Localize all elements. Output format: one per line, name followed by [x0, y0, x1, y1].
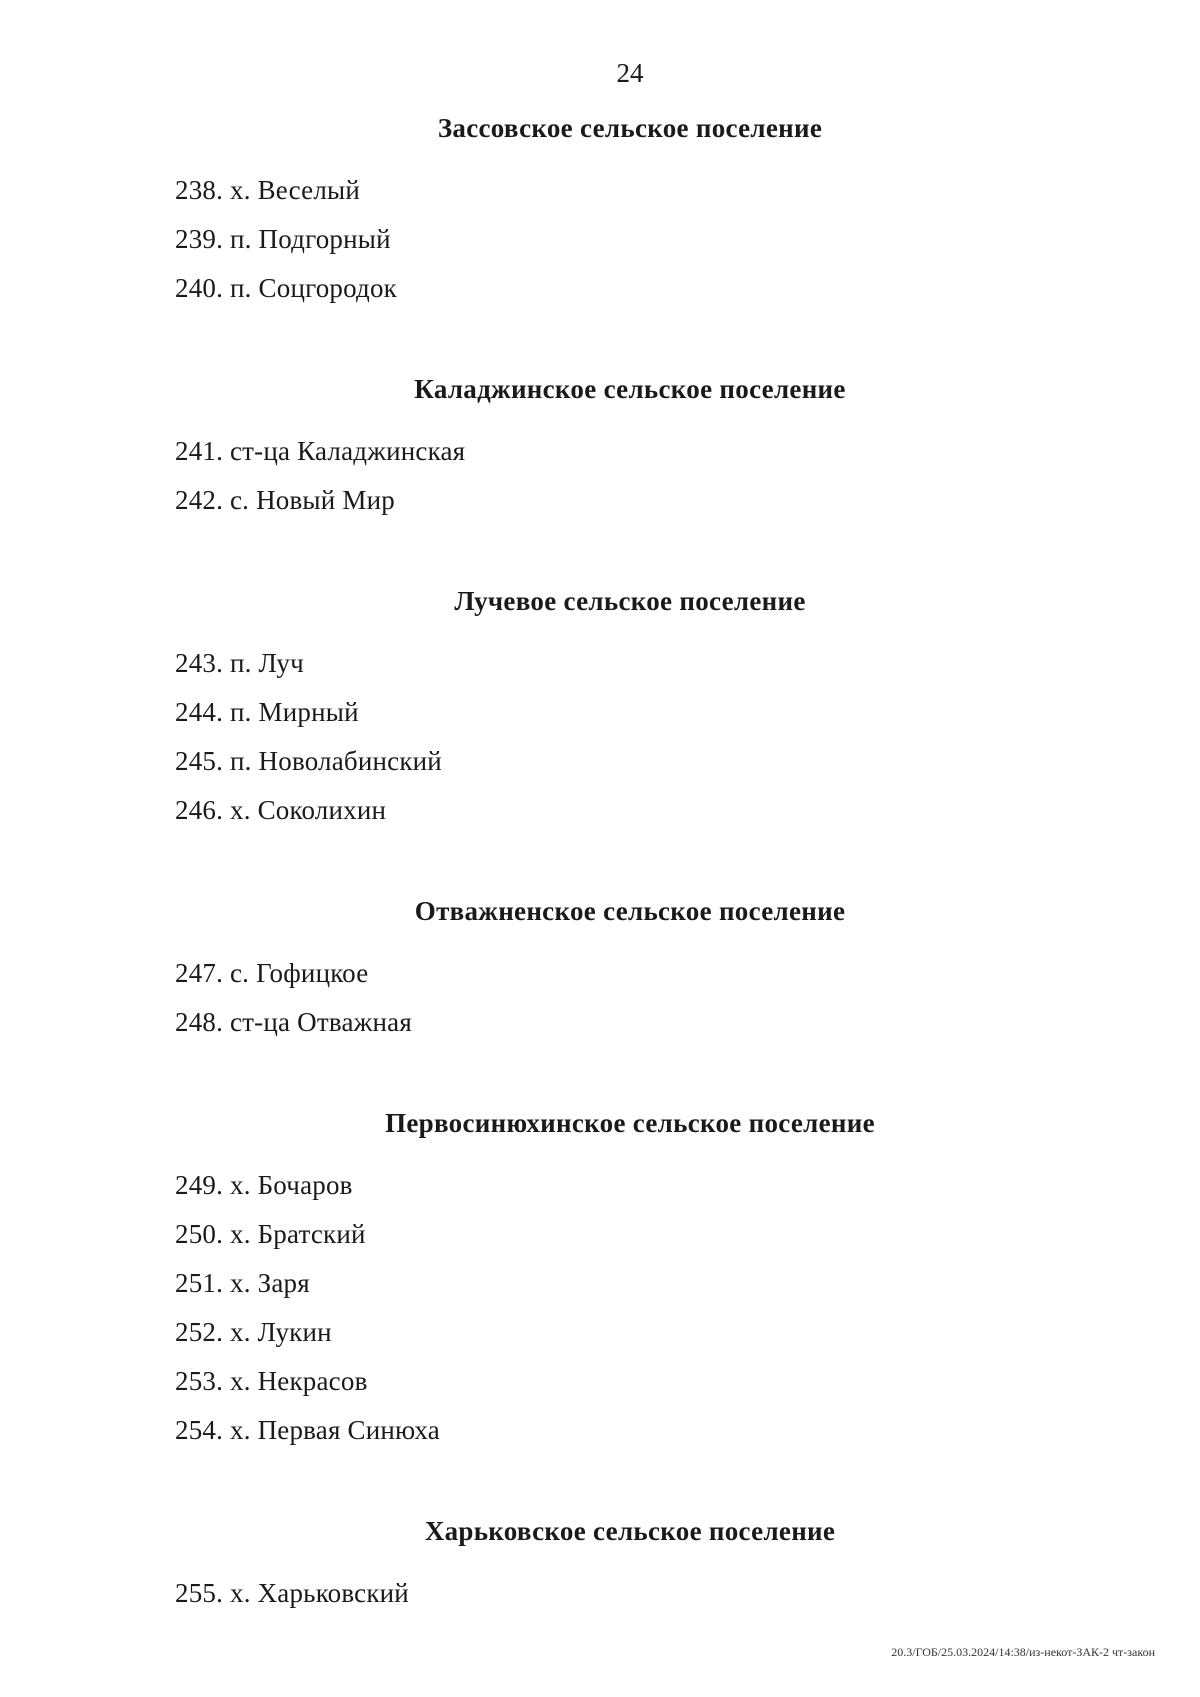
- section-otvazhnenskoe: [0, 893, 1200, 1047]
- section-kharkovskoe: [0, 1513, 1200, 1618]
- settlement-list: [0, 639, 1200, 835]
- document-body: [0, 110, 1200, 1676]
- page-number: 24: [616, 58, 644, 88]
- settlement-list: [0, 427, 1200, 525]
- list-item: 254. х. Первая Синюха: [175, 1415, 440, 1445]
- list-item: 243. п. Луч: [175, 648, 304, 678]
- section-heading: Отважненское сельское поселение: [414, 896, 846, 926]
- settlement-list: [0, 1569, 1200, 1618]
- section-heading: Первосинюхинское сельское поселение: [385, 1108, 875, 1138]
- list-item: 250. х. Братский: [175, 1219, 366, 1249]
- list-item: 247. с. Гофицкое: [175, 958, 369, 988]
- section-heading: Каладжинское сельское поселение: [414, 374, 846, 404]
- list-item: 248. ст-ца Отважная: [175, 1007, 412, 1037]
- settlement-list: [0, 1161, 1200, 1455]
- list-item: 239. п. Подгорный: [175, 224, 391, 254]
- section-heading: Зассовское сельское поселение: [437, 113, 823, 143]
- section-heading: Харьковское сельское поселение: [424, 1516, 836, 1546]
- section-heading: Лучевое сельское поселение: [454, 586, 806, 616]
- list-item: 255. х. Харьковский: [175, 1578, 409, 1608]
- section-luchevoe: [0, 583, 1200, 835]
- list-item: 242. с. Новый Мир: [175, 485, 395, 515]
- list-item: 252. х. Лукин: [175, 1317, 332, 1347]
- section-pervosinyukhinskoe: [0, 1105, 1200, 1455]
- list-item: 245. п. Новолабинский: [175, 746, 442, 776]
- list-item: 238. х. Веселый: [175, 175, 361, 205]
- list-item: 240. п. Соцгородок: [175, 273, 397, 303]
- section-kaladzhinskoe: [0, 371, 1200, 525]
- list-item: 241. ст-ца Каладжинская: [175, 436, 466, 466]
- list-item: 244. п. Мирный: [175, 697, 359, 727]
- settlement-list: [0, 166, 1200, 313]
- list-item: 251. х. Заря: [175, 1268, 310, 1298]
- settlement-list: [0, 949, 1200, 1047]
- document-stamp: 20.3/ГОБ/25.03.2024/14:38/из-некот-ЗАК-2 чт-закон: [891, 1645, 1155, 1659]
- list-item: 249. х. Бочаров: [175, 1170, 353, 1200]
- list-item: 253. х. Некрасов: [175, 1366, 368, 1396]
- section-zassovskoe: [0, 110, 1200, 313]
- list-item: 246. х. Соколихин: [175, 795, 387, 825]
